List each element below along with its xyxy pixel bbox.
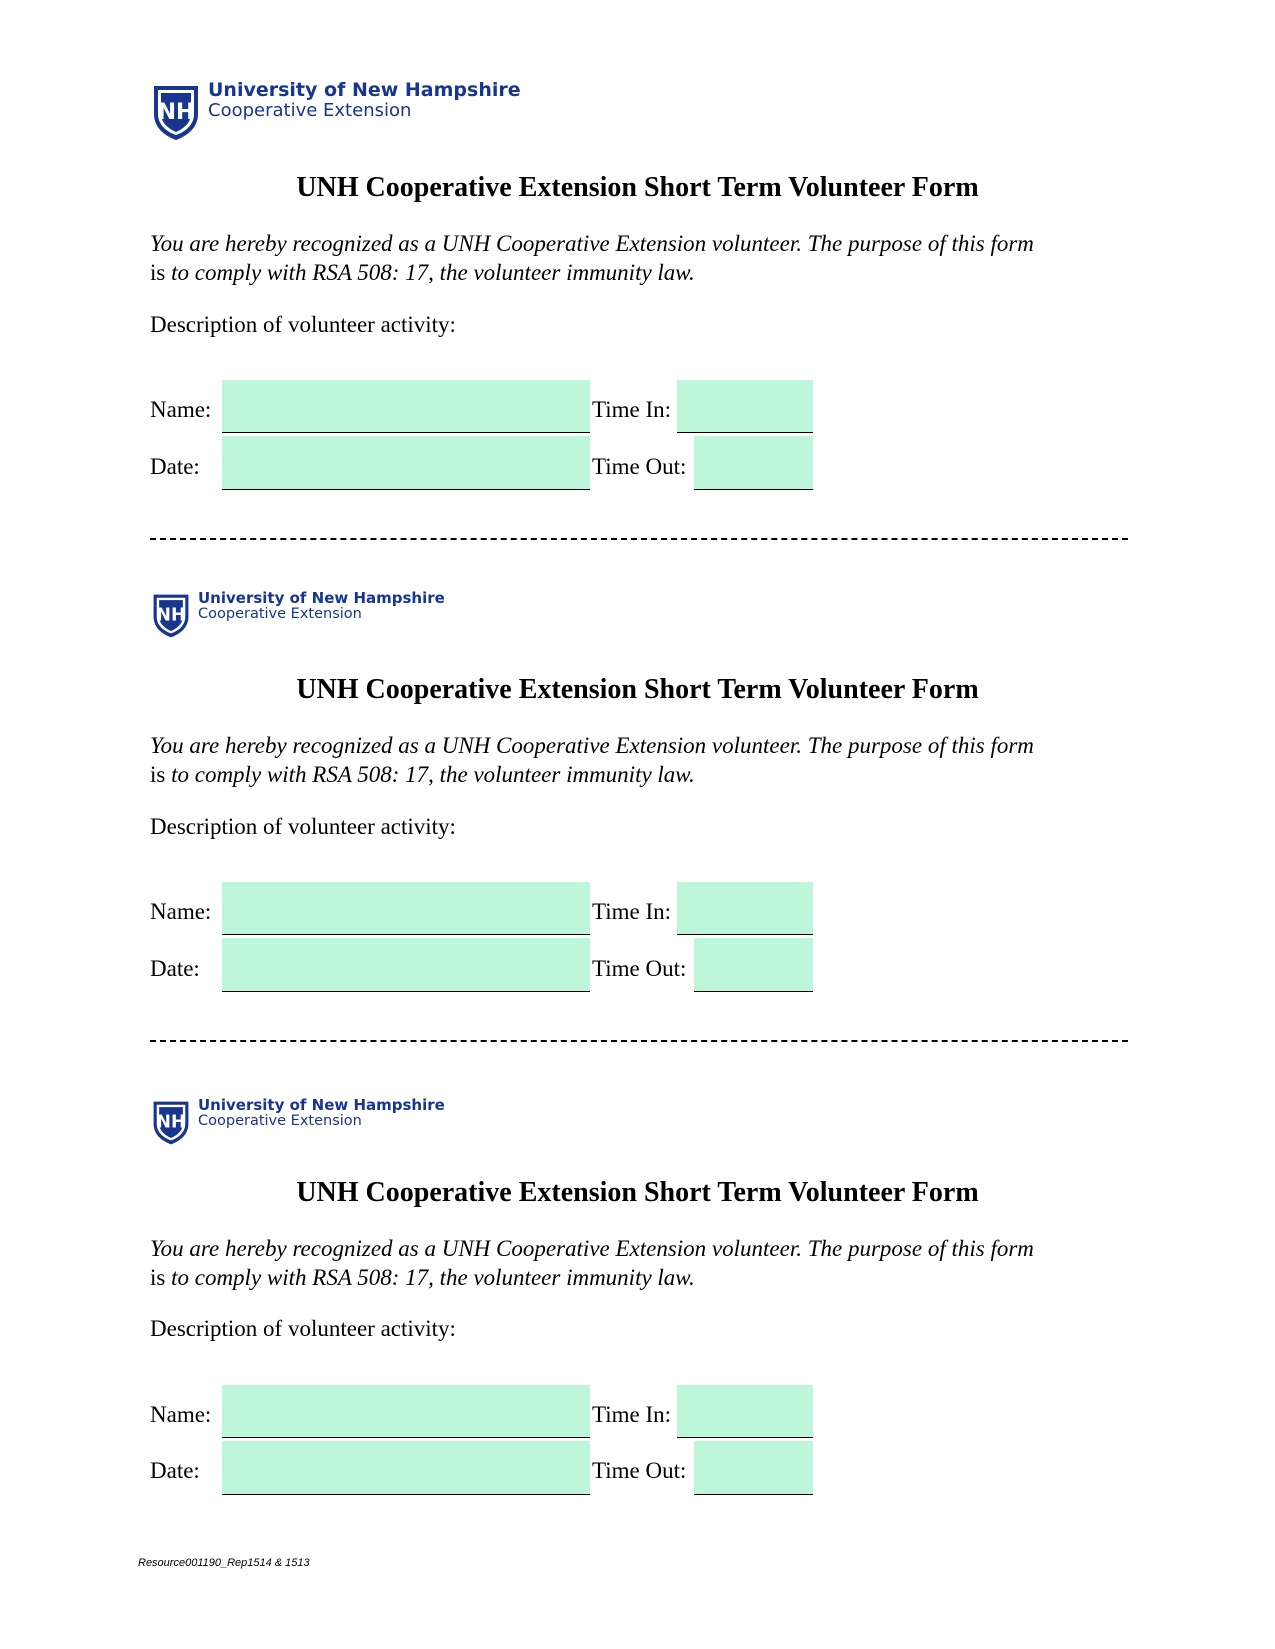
activity-description-label: Description of volunteer activity: — [150, 1316, 456, 1341]
time-out-field[interactable] — [694, 938, 813, 992]
activity-description-label: Description of volunteer activity: — [150, 312, 456, 337]
unh-shield-icon — [152, 1100, 190, 1146]
form-title: UNH Cooperative Extension Short Term Volunteer Form — [296, 674, 979, 705]
logo-university-name: University of New Hampshire — [208, 79, 521, 101]
name-label: Name: — [150, 397, 212, 422]
svg-text:NH: NH — [157, 100, 195, 125]
form-title: UNH Cooperative Extension Short Term Volunteer Form — [296, 172, 979, 203]
svg-text:NH: NH — [156, 1112, 186, 1133]
time-in-field[interactable] — [677, 882, 813, 935]
date-label: Date: — [150, 1458, 200, 1483]
name-field[interactable] — [222, 882, 590, 935]
date-field[interactable] — [222, 1441, 590, 1495]
time-in-label: Time In: — [592, 397, 672, 422]
name-label: Name: — [150, 899, 212, 924]
logo-university-name: University of New Hampshire — [198, 1096, 445, 1114]
time-out-label: Time Out: — [592, 956, 687, 981]
unh-logo — [152, 1096, 445, 1146]
intro-text: You are hereby recognized as a UNH Cooperative Extension volunteer. The purpose of this form is to comply with RSA 508: 17, the volunteer immunity law. — [150, 1236, 1034, 1290]
time-out-field[interactable] — [694, 1441, 813, 1495]
cut-line — [150, 1040, 1128, 1042]
logo-department-name: Cooperative Extension — [208, 99, 412, 121]
resource-code: Resource001190_Rep1514 & 1513 — [138, 1557, 310, 1569]
time-out-label: Time Out: — [592, 454, 687, 479]
form-title: UNH Cooperative Extension Short Term Volunteer Form — [296, 1177, 979, 1208]
logo-university-name: University of New Hampshire — [198, 589, 445, 607]
logo-department-name: Cooperative Extension — [198, 1112, 362, 1129]
svg-text:NH: NH — [156, 605, 186, 626]
unh-shield-icon — [152, 593, 190, 639]
time-in-label: Time In: — [592, 899, 672, 924]
activity-description-label: Description of volunteer activity: — [150, 814, 456, 839]
date-label: Date: — [150, 454, 200, 479]
name-field[interactable] — [222, 1385, 590, 1438]
date-field[interactable] — [222, 938, 590, 992]
unh-logo — [152, 589, 445, 639]
logo-department-name: Cooperative Extension — [198, 605, 362, 622]
intro-text: You are hereby recognized as a UNH Cooperative Extension volunteer. The purpose of this form is to comply with RSA 508: 17, the volunteer immunity law. — [150, 231, 1034, 285]
time-in-field[interactable] — [677, 1385, 813, 1438]
date-label: Date: — [150, 956, 200, 981]
intro-text: You are hereby recognized as a UNH Cooperative Extension volunteer. The purpose of this form is to comply with RSA 508: 17, the volunteer immunity law. — [150, 733, 1034, 787]
time-out-label: Time Out: — [592, 1458, 687, 1483]
time-in-label: Time In: — [592, 1402, 672, 1427]
cut-line — [150, 538, 1128, 540]
name-label: Name: — [150, 1402, 212, 1427]
